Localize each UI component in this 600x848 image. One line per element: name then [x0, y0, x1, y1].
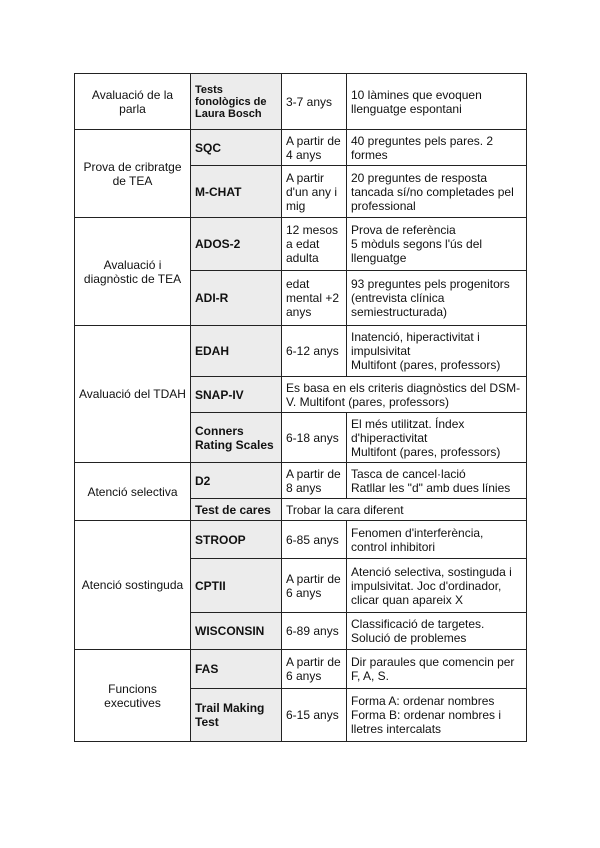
age-cell: 6-89 anys	[282, 613, 347, 650]
area-cell: Avaluació de la parla	[75, 74, 191, 130]
test-name-cell: ADI-R	[191, 271, 282, 326]
description-cell: Tasca de cancel·lació Ratllar les "d" amb dues línies	[347, 463, 527, 499]
assessment-tests-table	[74, 73, 527, 742]
area-cell: Atenció selectiva	[75, 463, 191, 521]
table-row	[75, 74, 527, 130]
area-cell: Atenció sostinguda	[75, 521, 191, 650]
age-cell: A partir de 8 anys	[282, 463, 347, 499]
age-cell: A partir de 4 anys	[282, 130, 347, 166]
description-cell: Prova de referència 5 mòduls segons l'ús del llenguatge	[347, 218, 527, 271]
age-cell: 6-85 anys	[282, 521, 347, 559]
age-cell: A partir de 6 anys	[282, 650, 347, 689]
test-name-cell: Tests fonològics de Laura Bosch	[191, 74, 282, 130]
test-name-cell: M-CHAT	[191, 166, 282, 218]
test-name-cell: Test de cares	[191, 499, 282, 521]
description-cell: 40 preguntes pels pares. 2 formes	[347, 130, 527, 166]
description-cell: 10 làmines que evoquen llenguatge espontani	[347, 74, 527, 130]
age-cell: 12 mesos a edat adulta	[282, 218, 347, 271]
age-cell: 3-7 anys	[282, 74, 347, 130]
merged-description-cell: Es basa en els criteris diagnòstics del DSM-V. Multifont (pares, professors)	[282, 377, 527, 413]
test-name-cell: FAS	[191, 650, 282, 689]
area-cell: Prova de cribratge de TEA	[75, 130, 191, 218]
test-name-cell: Conners Rating Scales	[191, 413, 282, 463]
area-cell: Avaluació i diagnòstic de TEA	[75, 218, 191, 326]
description-cell: 20 preguntes de resposta tancada sí/no completades pel professional	[347, 166, 527, 218]
age-cell: 6-18 anys	[282, 413, 347, 463]
description-cell: Dir paraules que comencin per F, A, S.	[347, 650, 527, 689]
age-cell: A partir de 6 anys	[282, 559, 347, 613]
test-name-cell: WISCONSIN	[191, 613, 282, 650]
test-name-cell: STROOP	[191, 521, 282, 559]
age-cell: 6-12 anys	[282, 326, 347, 377]
description-cell: 93 preguntes pels progenitors (entrevista clínica semiestructurada)	[347, 271, 527, 326]
description-cell: Fenomen d'interferència, control inhibitori	[347, 521, 527, 559]
age-cell: 6-15 anys	[282, 689, 347, 742]
table-row	[75, 326, 527, 377]
test-name-cell: SNAP-IV	[191, 377, 282, 413]
description-cell: Classificació de targetes. Solució de problemes	[347, 613, 527, 650]
area-cell: Funcions executives	[75, 650, 191, 742]
age-cell: A partir d'un any i mig	[282, 166, 347, 218]
description-cell: Forma A: ordenar nombres Forma B: ordenar nombres i lletres intercalats	[347, 689, 527, 742]
merged-description-cell: Trobar la cara diferent	[282, 499, 527, 521]
table-row	[75, 218, 527, 271]
test-name-cell: SQC	[191, 130, 282, 166]
age-cell: edat mental +2 anys	[282, 271, 347, 326]
area-cell: Avaluació del TDAH	[75, 326, 191, 463]
table-row	[75, 650, 527, 689]
test-name-cell: EDAH	[191, 326, 282, 377]
description-cell: El més utilitzat. Índex d'hiperactivitat Multifont (pares, professors)	[347, 413, 527, 463]
test-name-cell: ADOS-2	[191, 218, 282, 271]
test-name-cell: Trail Making Test	[191, 689, 282, 742]
test-name-cell: D2	[191, 463, 282, 499]
description-cell: Inatenció, hiperactivitat i impulsivitat Multifont (pares, professors)	[347, 326, 527, 377]
table-row	[75, 521, 527, 559]
description-cell: Atenció selectiva, sostinguda i impulsivitat. Joc d'ordinador, clicar quan apareix X	[347, 559, 527, 613]
table-row	[75, 130, 527, 166]
test-name-cell: CPTII	[191, 559, 282, 613]
table-row	[75, 463, 527, 499]
